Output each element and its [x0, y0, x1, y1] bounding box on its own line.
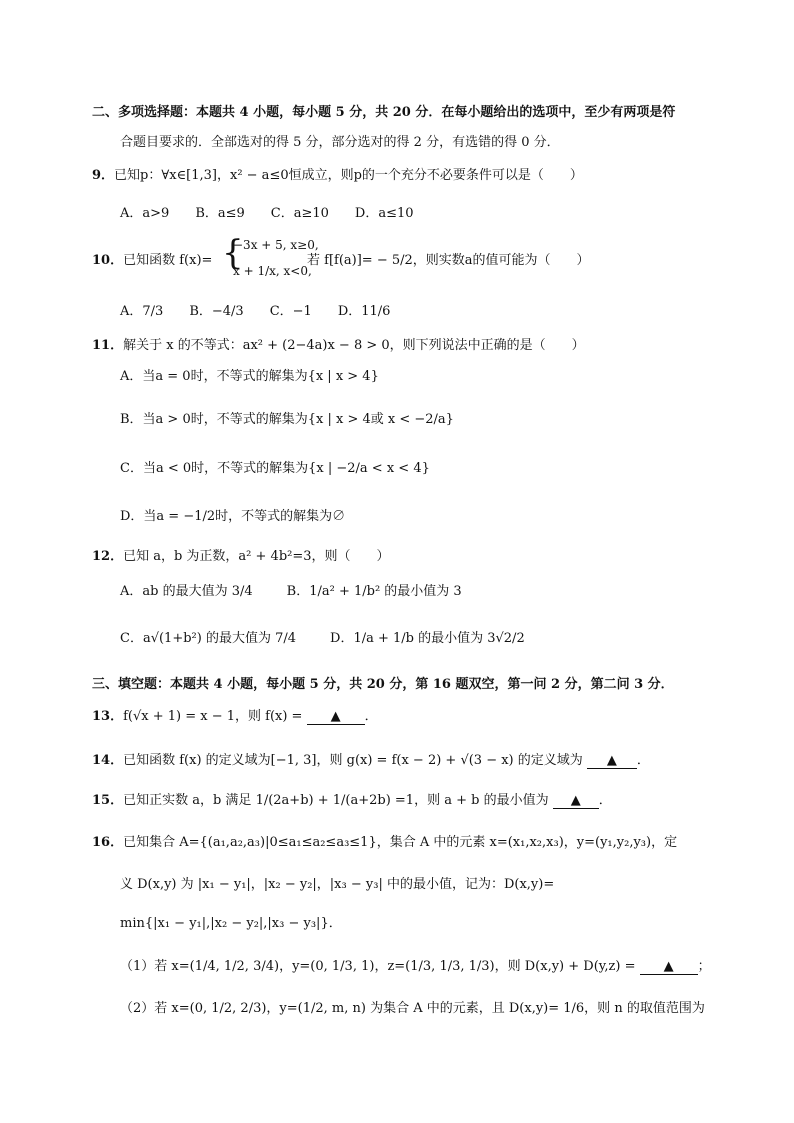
question-stem: f(√x + 1) = x − 1，则 f(x) =: [123, 709, 303, 724]
option-a: A．ab 的最大值为 3/4: [120, 584, 253, 599]
question-stem: 已知函数 f(x) 的定义域为[−1, 3]，则 g(x) = f(x − 2) + √(3 − x) 的定义域为: [123, 753, 583, 768]
answer-blank[interactable]: ▲: [553, 794, 599, 809]
section3-header: 三、填空题：本题共 4 小题，每小题 5 分，共 20 分，第 16 题双空，第一问 2 分，第二问 3 分．: [92, 677, 674, 692]
question-stem-pre: 已知函数 f(x)=: [123, 253, 213, 268]
option-b: B．a≤9: [195, 206, 245, 221]
part1-end: ；: [697, 959, 711, 974]
option-c: C．−1: [269, 304, 312, 319]
question-10-prefix: [92, 252, 212, 270]
question-11: [92, 337, 585, 355]
question-stem-line1: 已知集合 A={(a₁,a₂,a₃)|0≤a₁≤a₂≤a₃≤1}，集合 A 中的元素 x=(x₁,x₂,x₃)，y=(y₁,y₂,y₃)，定: [123, 835, 678, 850]
question-number: 15．: [92, 793, 124, 808]
question-number: 16．: [92, 835, 124, 850]
option-a: A．7/3: [120, 304, 164, 319]
option-c: C．a≥10: [270, 206, 329, 221]
answer-blank[interactable]: ▲: [307, 710, 365, 725]
question-end: ．: [364, 709, 378, 724]
piecewise-brace: {: [222, 233, 244, 273]
question-stem: 已知 a，b 为正数，a² + 4b²=3，则（ ）: [123, 549, 390, 564]
question-14: [92, 752, 650, 770]
option-d: D．a≤10: [354, 206, 414, 221]
option-d: D．11/6: [337, 304, 391, 319]
question-number: 12．: [92, 549, 124, 564]
question-9-options: [120, 205, 440, 223]
question-number: 11．: [92, 338, 124, 353]
question-12: [92, 548, 390, 566]
option-b: B．−4/3: [189, 304, 244, 319]
question-12-options-row1: [120, 583, 488, 601]
answer-blank[interactable]: ▲: [640, 960, 698, 975]
question-stem: 已知正实数 a，b 满足 1/(2a+b) + 1/(a+2b) =1，则 a + b 的最小值为: [123, 793, 549, 808]
question-number: 10．: [92, 253, 124, 268]
piecewise-case-2: x + 1/x, x<0,: [233, 264, 312, 278]
option-b: B．当a > 0时，不等式的解集为{x | x > 4或 x < −2/a}: [120, 412, 454, 427]
piecewise-case-1: −3x + 5, x≥0,: [233, 238, 319, 252]
part1-text: （1）若 x=(1/4, 1/2, 3/4)，y=(0, 1/3, 1)，z=(1/3, 1/3, 1/3)，则 D(x,y) + D(y,z) =: [120, 959, 636, 974]
question-12-options-row2: [120, 630, 551, 648]
question-end: ．: [636, 753, 650, 768]
question-number: 13．: [92, 709, 124, 724]
option-d: D．1/a + 1/b 的最小值为 3√2/2: [330, 631, 525, 646]
question-16-part1: [120, 958, 711, 976]
option-c: C．a√(1+b²) 的最大值为 7/4: [120, 631, 297, 646]
option-d: D．当a = −1/2时，不等式的解集为∅: [120, 509, 346, 524]
section2-header-line1: 二、多项选择题：本题共 4 小题，每小题 5 分，共 20 分．在每小题给出的选项中，至少有两项是符: [92, 105, 676, 120]
question-16-part2: （2）若 x=(0, 1/2, 2/3)，y=(1/2, m, n) 为集合 A 中的元素，且 D(x,y)= 1/6，则 n 的取值范围为: [120, 1001, 705, 1016]
answer-blank[interactable]: ▲: [587, 754, 637, 769]
question-end: ．: [598, 793, 612, 808]
question-16-line3: min{|x₁ − y₁|,|x₂ − y₂|,|x₃ − y₃|}．: [120, 916, 342, 931]
option-a: A．当a = 0时，不等式的解集为{x | x > 4}: [120, 369, 379, 384]
section2-header-line2: 合题目要求的．全部选对的得 5 分，部分选对的得 2 分，有选错的得 0 分．: [120, 135, 560, 150]
question-stem: 解关于 x 的不等式：ax² + (2−4a)x − 8 > 0，则下列说法中正确的是（ ）: [123, 338, 585, 353]
question-13: [92, 708, 378, 726]
option-b: B．1/a² + 1/b² 的最小值为 3: [286, 584, 462, 599]
question-number: 9．: [92, 168, 115, 183]
question-stem: 已知p：∀x∈[1,3]，x² − a≤0恒成立，则p的一个充分不必要条件可以是（ ）: [114, 168, 583, 183]
question-10-stem-post: 若 f[f(a)]= − 5/2，则实数a的值可能为（ ）: [307, 253, 590, 268]
question-10-options: [120, 303, 416, 321]
option-a: A．a>9: [120, 206, 170, 221]
option-c: C．当a < 0时，不等式的解集为{x | −2/a < x < 4}: [120, 461, 430, 476]
question-9: [92, 167, 583, 185]
question-16-line2: 义 D(x,y) 为 |x₁ − y₁|，|x₂ − y₂|，|x₃ − y₃| 中的最小值，记为：D(x,y)=: [120, 877, 555, 892]
question-15: [92, 792, 612, 810]
question-16-line1: [92, 834, 677, 852]
question-number: 14．: [92, 753, 124, 768]
